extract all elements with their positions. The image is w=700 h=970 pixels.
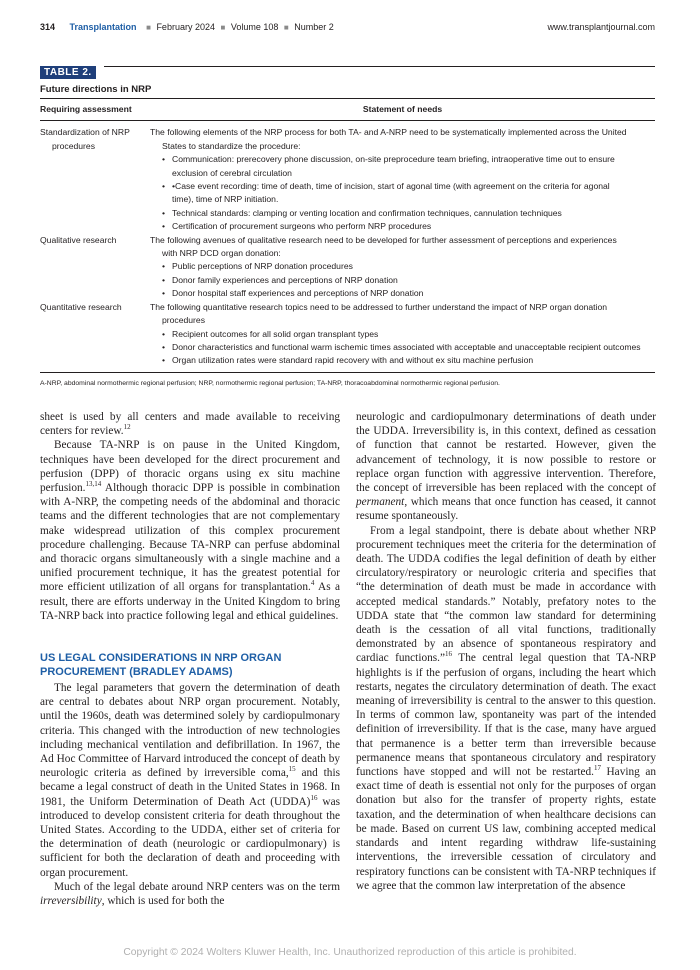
statement-cell <box>150 301 655 373</box>
text-run: sheet is used by all centers and made available to receiving centers for review. <box>40 411 340 438</box>
text-run: The legal parameters that govern the determination of death are central to debates about NRP organ procurement. Notably, until the 1960s, death was determined solely by cardiopulmonary criteria. This changed with the introduction of new technologies including mechanical ventilation and defibrillation. In 1967, the Ad Hoc Committee of Harvard introduced the concept of death by neurologic criteria as defined by irreversible coma, <box>40 682 340 780</box>
copyright-notice: Copyright © 2024 Wolters Kluwer Health, Inc. Unauthorized reproduction of this article is prohibited. <box>123 947 577 958</box>
text-run: Having an exact time of death is essential not only for the purposes of organ donation but also for the transfer of property rights, estate taxation, and the determination of when healthcare decisions can be made. Based on current US law, combining accepted medical standards and intent regarding withdraw life-sustaining interventions, the irreversible cessation of circulatory and respiratory functions can be consistent with TA-NRP techniques if we agree that the common law interpretation of the absence <box>356 766 656 892</box>
list-item <box>162 220 655 233</box>
emphasis: irreversibility <box>40 895 102 908</box>
text-run: Much of the legal debate around NRP centers was on the term <box>54 880 340 893</box>
statement-line: The following quantitative research topics need to be addressed to further understand the impact of NRP organ donation <box>150 301 608 312</box>
statement-text <box>150 126 655 153</box>
bullet-text: • Organ utilization rates were standard rapid recovery with and without ex situ machine perfusion <box>172 355 534 366</box>
citation-ref[interactable]: 4 <box>310 579 315 588</box>
body-column-left <box>40 410 340 908</box>
bullet-text: • Donor characteristics and functional warm ischemic times associated with acceptable and unacceptable recipient outcomes <box>172 341 641 352</box>
column-header-statement: Statement of needs <box>150 99 655 121</box>
assessment-cell <box>40 121 150 234</box>
statement-line: The following elements of the NRP process for both TA- and A-NRP need to be systematically implemented across the United <box>150 127 627 138</box>
statement-text <box>150 301 655 328</box>
list-item <box>162 260 655 273</box>
assessment-label: Qualitative research <box>40 234 117 245</box>
journal-url[interactable]: www.transplantjournal.com <box>547 22 655 32</box>
citation-ref[interactable]: 16 <box>445 650 452 659</box>
text-run: neurologic and cardiopulmonary determinations of death under the UDDA. Irreversibility is, in this context, defined as cessation of function that cannot be restarted. However, given the advancement of technology, it is now possible to restore or replace organ function with aggressive intervention. Therefore, the concept of irreversible has been replaced with the concept of <box>356 411 656 495</box>
journal-name: Transplantation <box>69 22 137 32</box>
assessment-label: Quantitative research <box>40 301 122 312</box>
volume: Volume 108 <box>230 22 279 32</box>
list-item <box>162 274 655 287</box>
text-run: The central legal question that TA-NRP highlights is if the perfusion of organs, including the heart which restarts, negates the circulatory determination of death. The exact meaning of irreversibility is central to the answer to this question. In terms of common law, spontaneity was part of the intended definition of irreversibility. If that is the case, many have argued that permanence is a better term than irreversible because permanence means that spontaneous circulatory and respiratory functions have stopped and will not be restarted. <box>356 652 656 779</box>
assessment-cell <box>40 234 150 301</box>
body-column-right <box>356 410 656 893</box>
table-top-rule <box>104 66 655 67</box>
table-title: Future directions in NRP <box>40 84 152 95</box>
text-run: From a legal standpoint, there is debate about whether NRP procurement techniques meet the criteria for the determination of death. The UDDA codifies the legal definition of death by either circulatory/respiratory or neurologic criteria and specifies that “the determination of death must be made in accordance with accepted medical standards.” Notably, prefatory notes to the UDDA state that “the common law standard for determining death is the cessation of all vital functions, traditionally demonstrated by an absence of spontaneous respiratory and cardiac functions.” <box>356 524 656 665</box>
table-row <box>40 121 655 234</box>
table-row <box>40 234 655 301</box>
table-label: TABLE 2. <box>40 66 96 79</box>
table-footnote: A-NRP, abdominal normothermic regional perfusion; NRP, normothermic regional perfusion; TA-NRP, thoracoabdominal normothermic regional perfusion. <box>40 380 500 387</box>
list-item <box>162 180 655 207</box>
text-run: , which means that once function has ceased, it cannot resume spontaneously. <box>356 496 656 523</box>
list-item <box>162 341 655 354</box>
paragraph <box>40 410 340 438</box>
separator-square-icon: ■ <box>146 23 151 32</box>
citation-ref[interactable]: 15 <box>288 765 296 774</box>
paragraph <box>40 438 340 623</box>
bullet-text: time), time of NRP initiation. <box>172 194 279 205</box>
text-run: was introduced to develop consistent criteria for death throughout the United States. According to the UDDA, either set of criteria for the determination of death (neurologic or cardiopulmonary) is sufficient for both the declaration of death and proceeding with organ procurement. <box>40 795 340 879</box>
bullet-text: • Donor hospital staff experiences and perceptions of NRP donation <box>172 288 424 299</box>
issue-number: Number 2 <box>294 22 334 32</box>
list-item <box>162 287 655 300</box>
paragraph <box>356 524 656 893</box>
text-run: and this became a legal construct of death in the United States in 1968. In 1981, the Uniform Determination of Death Act (UDDA) <box>40 767 340 808</box>
bullet-text: exclusion of cerebral circulation <box>172 167 292 178</box>
table-row <box>40 301 655 373</box>
citation-ref[interactable]: 17 <box>593 764 601 773</box>
text-run: Because TA-NRP is on pause in the United Kingdom, techniques have been developed for the direct procurement and perfusion (DPP) of thoracic organs using ex situ machine perfusion. <box>40 439 340 495</box>
list-item <box>162 153 655 180</box>
citation-ref[interactable]: 12 <box>123 423 131 432</box>
text-run: Although thoracic DPP is possible in combination with A-NRP, the competing needs of the abdominal and thoracic teams and the different technologies that are not complementary make widespread utilization of this complex procurement procedure challenging. Because TA-NRP can perfuse abdominal and thoracic organs simultaneously with a single machine and a unified procurement technique, it has the greatest potential for more efficient utilization of all organs for transplantation. <box>40 482 340 594</box>
statement-text <box>150 234 655 261</box>
emphasis: permanent <box>356 496 405 509</box>
bullet-text: • Communication: prerecovery phone discussion, on-site preprocedure team briefing, intraoperative time out to ensure <box>172 154 615 165</box>
bullet-list <box>150 260 655 300</box>
table-header-row <box>40 99 655 121</box>
section-heading: US LEGAL CONSIDERATIONS IN NRP ORGAN PROCUREMENT (BRADLEY ADAMS) <box>40 652 282 679</box>
statement-line: with NRP DCD organ donation: <box>162 248 281 259</box>
assessment-label: Standardization of NRP <box>40 127 130 138</box>
bullet-text: • Technical standards: clamping or venting location and confirmation techniques, cannulation techniques <box>172 207 562 218</box>
assessment-cell <box>40 301 150 373</box>
column-header-assessment: Requiring assessment <box>40 99 150 121</box>
statement-line: procedures <box>162 315 205 326</box>
future-directions-table <box>40 98 655 373</box>
separator-square-icon: ■ <box>283 23 289 32</box>
page-number: 314 <box>40 22 56 32</box>
issue-date: February 2024 <box>156 22 215 32</box>
text-run: , which is used for both the <box>101 895 225 908</box>
statement-line: States to standardize the procedure: <box>162 140 301 151</box>
bullet-text: • Certification of procurement surgeons who perform NRP procedures <box>172 221 432 232</box>
citation-ref[interactable]: 16 <box>310 793 318 802</box>
statement-line: The following avenues of qualitative research need to be developed for further assessment of perceptions and experiences <box>150 234 617 245</box>
list-item <box>162 207 655 220</box>
paragraph <box>40 681 340 880</box>
running-header <box>40 22 655 38</box>
citation-ref[interactable]: 13,14 <box>85 480 102 489</box>
list-item <box>162 328 655 341</box>
statement-cell <box>150 234 655 301</box>
bullet-text: • Donor family experiences and perceptions of NRP donation <box>172 274 398 285</box>
statement-cell <box>150 121 655 234</box>
bullet-list <box>150 153 655 233</box>
bullet-list <box>150 328 655 368</box>
bullet-text: • •Case event recording: time of death, time of incision, start of agonal time (with agreement on the criteria for agonal <box>172 181 610 192</box>
bullet-text: • Recipient outcomes for all solid organ transplant types <box>172 328 379 339</box>
assessment-label-cont: procedures <box>52 140 95 151</box>
paragraph <box>40 880 340 908</box>
bullet-text: • Public perceptions of NRP donation procedures <box>172 261 353 272</box>
separator-square-icon: ■ <box>220 23 226 32</box>
paragraph <box>356 410 656 524</box>
list-item <box>162 354 655 367</box>
text-run: As a result, there are efforts underway in the United Kingdom to bring TA-NRP back into practice following legal and ethical guidelines. <box>40 581 341 622</box>
